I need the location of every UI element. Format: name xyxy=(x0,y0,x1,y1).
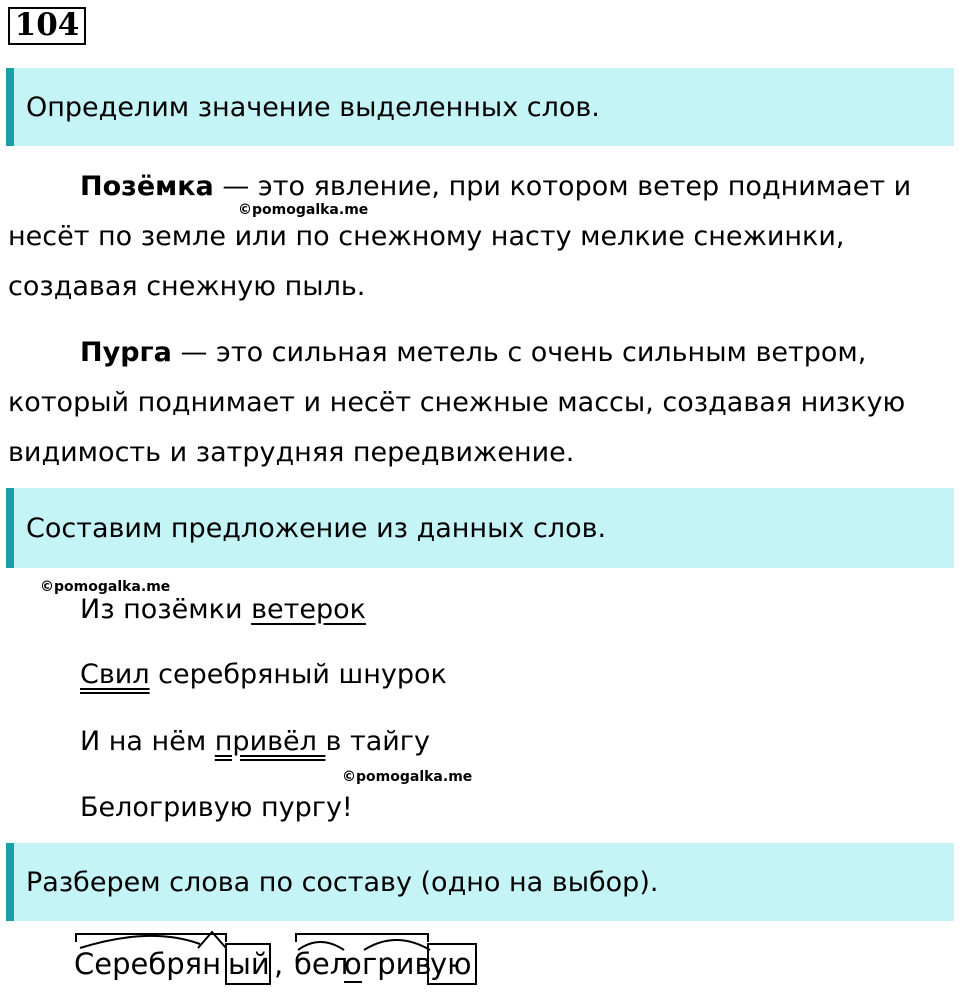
poem-predicate-1: Свил xyxy=(80,659,150,690)
poem-line-3-text: И на нём xyxy=(80,726,215,757)
poem-line-4-text: Белогривую пургу! xyxy=(80,792,353,823)
section-heading-parse xyxy=(6,843,954,921)
definition-text-1: — это явление, при котором ветер поднимает и несёт по земле или по снежному насту мелкие снежинки, создавая снежную пыль. xyxy=(8,171,912,302)
definition-term-2: Пурга xyxy=(80,337,172,368)
watermark-3: ©pomogalka.me xyxy=(342,769,473,785)
section-heading-sentence xyxy=(6,488,954,568)
poem-line-2 xyxy=(80,655,447,695)
word2-root2: грив xyxy=(362,947,432,981)
word1-ending: ый xyxy=(228,947,270,981)
word2-ending: ую xyxy=(430,947,472,981)
section-heading-meaning-text: Определим значение выделенных слов. xyxy=(26,91,600,123)
section-heading-sentence-text: Составим предложение из данных слов. xyxy=(26,512,607,544)
definition-paragraph-2 xyxy=(8,328,956,478)
poem-subject: ветерок xyxy=(251,594,366,625)
task-number: 104 xyxy=(8,7,86,45)
word1-stem: Серебрян xyxy=(74,947,222,981)
poem-predicate-2: привёл xyxy=(214,726,326,757)
watermark-1: ©pomogalka.me xyxy=(238,202,369,218)
poem-line-3 xyxy=(80,722,430,762)
section-heading-parse-text: Разберем слова по составу (одно на выбор). xyxy=(26,866,659,898)
definition-term-1: Позёмка xyxy=(80,171,214,202)
comma: , xyxy=(274,947,284,981)
poem-line-3-tail: в тайгу xyxy=(325,726,430,757)
section-heading-meaning xyxy=(6,68,954,146)
word2-root1: бел xyxy=(294,947,349,981)
morpheme-analysis xyxy=(0,922,960,992)
definition-text-2: — это сильная метель с очень сильным ветром, который поднимает и несёт снежные массы, создавая низкую видимость и затрудняя передвижение. xyxy=(8,337,906,468)
poem-line-1-text: Из позёмки xyxy=(80,594,252,625)
definition-paragraph-1 xyxy=(8,162,956,312)
poem-line-2-text: серебряный шнурок xyxy=(149,659,447,690)
watermark-2: ©pomogalka.me xyxy=(40,579,171,595)
word2-connecting-vowel: о xyxy=(344,947,362,981)
poem-line-4 xyxy=(80,788,353,828)
poem-line-1 xyxy=(80,590,366,630)
